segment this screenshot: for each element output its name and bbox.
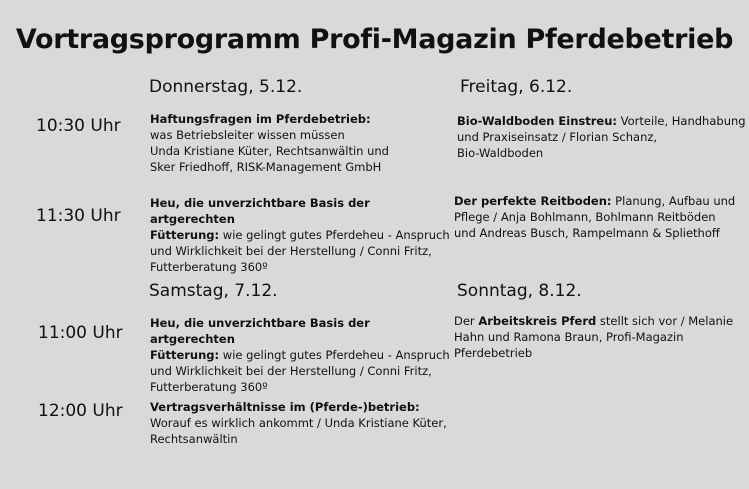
talk-line: und Praxiseinsatz / Florian Schanz,: [457, 130, 658, 144]
time-label-1130: 11:30 Uhr: [36, 206, 121, 226]
talk-line: Der: [454, 314, 479, 328]
talk-line: was Betriebsleiter wissen müssen: [150, 128, 345, 142]
day-heading-thursday: Donnerstag, 5.12.: [149, 77, 303, 97]
talk-entry-sunday-1: [454, 313, 744, 361]
day-heading-sunday: Sonntag, 8.12.: [457, 281, 582, 301]
talk-line: Pflege / Anja Bohlmann, Bohlmann Reitböden: [454, 210, 716, 224]
talk-line: und Wirklichkeit bei der Herstellung / Conni Fritz,: [150, 244, 432, 258]
talk-line: Hahn und Ramona Braun, Profi-Magazin: [454, 330, 684, 344]
time-label-1100: 11:00 Uhr: [38, 323, 123, 343]
talk-title-cont: Fütterung:: [150, 228, 220, 242]
talk-entry-saturday-1: [150, 315, 450, 395]
talk-line: Pferdebetrieb: [454, 346, 533, 360]
talk-line: wie gelingt gutes Pferdeheu - Anspruch: [219, 228, 450, 242]
talk-entry-saturday-2: [150, 399, 450, 447]
talk-line: Planung, Aufbau und: [611, 194, 736, 208]
talk-title: Heu, die unverzichtbare Basis der artgerechten: [150, 196, 370, 226]
talk-title: Der perfekte Reitboden:: [454, 194, 612, 208]
day-heading-friday: Freitag, 6.12.: [460, 77, 573, 97]
talk-line: und Wirklichkeit bei der Herstellung / Conni Fritz,: [150, 364, 432, 378]
talk-line: Futterberatung 360º: [150, 260, 268, 274]
talk-line: und Andreas Busch, Rampelmann & Spliethoff: [454, 226, 720, 240]
talk-line: Sker Friedhoff, RISK-Management GmbH: [150, 160, 382, 174]
talk-title: Haftungsfragen im Pferdebetrieb:: [150, 112, 371, 126]
talk-line: Bio-Waldboden: [457, 146, 544, 160]
talk-line: stellt sich vor / Melanie: [596, 314, 734, 328]
talk-line: Futterberatung 360º: [150, 380, 268, 394]
talk-entry-thursday-1: [150, 111, 440, 175]
talk-title: Vertragsverhältnisse im (Pferde-)betrieb:: [150, 400, 420, 414]
talk-title: Bio-Waldboden Einstreu:: [457, 114, 618, 128]
talk-line: Unda Kristiane Küter, Rechtsanwältin und: [150, 144, 389, 158]
talk-line: Rechtsanwältin: [150, 432, 238, 446]
talk-line: Vorteile, Handhabung: [617, 114, 746, 128]
talk-line: Worauf es wirklich ankommt / Unda Kristiane Küter,: [150, 416, 447, 430]
talk-title-cont: Fütterung:: [150, 348, 220, 362]
talk-entry-friday-1: [457, 113, 747, 161]
talk-title: Arbeitskreis Pferd: [478, 314, 597, 328]
talk-entry-thursday-2: [150, 195, 450, 275]
time-label-1200: 12:00 Uhr: [38, 401, 123, 421]
talk-entry-friday-2: [454, 193, 748, 241]
page-title: Vortragsprogramm Profi-Magazin Pferdebetrieb: [15, 24, 734, 55]
time-label-1030: 10:30 Uhr: [36, 116, 121, 136]
talk-line: wie gelingt gutes Pferdeheu - Anspruch: [219, 348, 450, 362]
day-heading-saturday: Samstag, 7.12.: [149, 281, 278, 301]
talk-title: Heu, die unverzichtbare Basis der artgerechten: [150, 316, 370, 346]
